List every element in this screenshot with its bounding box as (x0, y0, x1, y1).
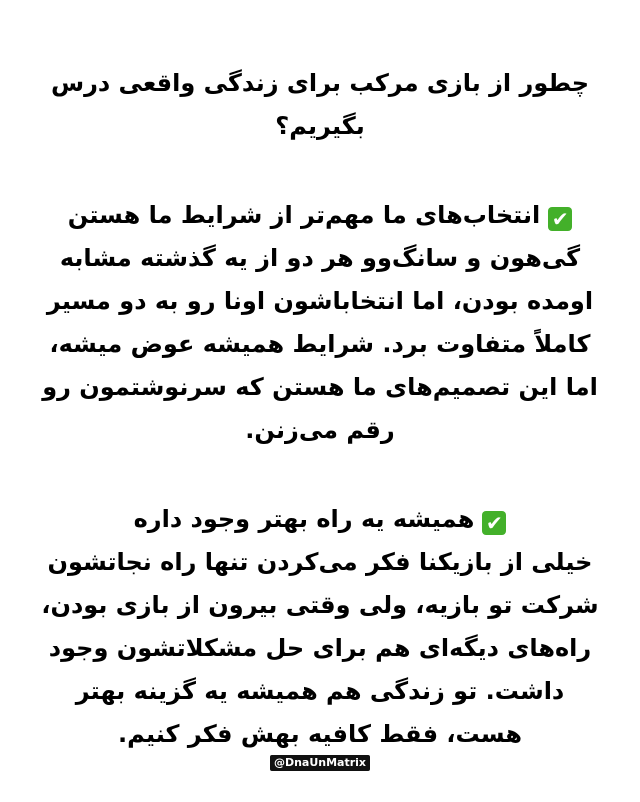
post-content (40, 62, 600, 802)
watermark-label: @DnaUnMatrix (270, 755, 370, 771)
section-choices (40, 194, 600, 452)
section-better-way (40, 498, 600, 756)
check-mark-icon: ✔ (548, 207, 572, 231)
post-title: چطور از بازی مرکب برای زندگی واقعی درس بگیریم؟ (50, 69, 590, 140)
section-heading (40, 194, 600, 237)
watermark (0, 751, 640, 771)
section-body: خیلی از بازیکنا فکر می‌کردن تنها راه نجاتشون شرکت تو بازیه، ولی وقتی بیرون از بازی بودن، راه‌های دیگه‌ای هم برای حل مشکلاتشون وجود داشت. تو زندگی هم همیشه یه گزینه بهتر هست، فقط کافیه بهش فکر کنیم. (41, 548, 599, 748)
section-body: گی‌هون و سانگ‌وو هر دو از یه گذشته مشابه اومده بودن، اما انتخاباشون اونا رو به دو مسیر کاملاً متفاوت برد. شرایط همیشه عوض میشه، اما این تصمیم‌های ما هستن که سرنوشتمون رو رقم می‌زنن. (42, 244, 598, 444)
section-heading-text: انتخاب‌های ما مهم‌تر از شرایط ما هستن (67, 201, 541, 229)
check-mark-icon: ✔ (482, 511, 506, 535)
section-heading (40, 498, 600, 541)
section-heading-text: همیشه یه راه بهتر وجود داره (133, 505, 475, 533)
